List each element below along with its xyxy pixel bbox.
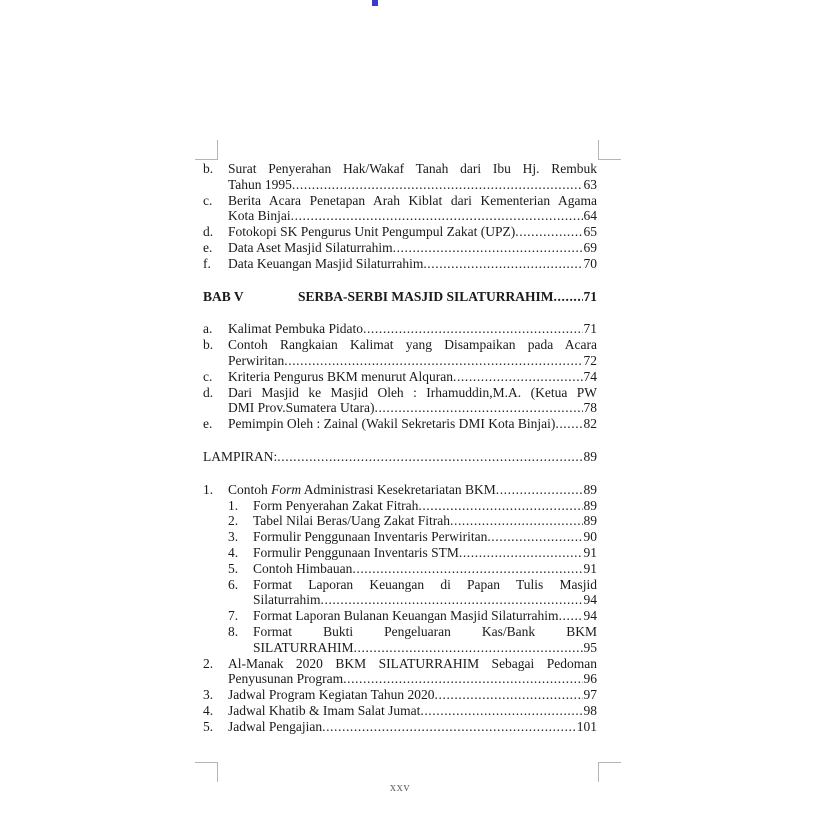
toc-entry-label: c. (203, 192, 213, 208)
toc-entry-text: Form Penyerahan Zakat Fitrah (253, 497, 419, 513)
dot-leader (393, 240, 583, 256)
blue-marker-dot (372, 0, 378, 6)
toc-entry-text: Dari Masjid ke Masjid Oleh : Irhamuddin,M.A. (Ketua PW (228, 384, 597, 400)
toc-entry (203, 321, 597, 337)
toc-entry (203, 703, 597, 719)
toc-entry-label: 8. (228, 623, 239, 639)
toc-entry (203, 369, 597, 385)
dot-leader (284, 353, 582, 369)
crop-mark-top-left (195, 140, 218, 160)
toc-entry-text: Contoh Rangkaian Kalimat yang Disampaikan pada Acara (228, 337, 597, 353)
toc-entry-page: 89 (583, 497, 597, 513)
toc-entry-text: Formulir Penggunaan Inventaris Perwiritan (253, 529, 488, 545)
toc-entry-text: Kalimat Pembuka Pidato (228, 321, 363, 337)
toc-entry-page: 101 (576, 718, 597, 734)
toc-entry (228, 577, 597, 609)
toc-entry-label: c. (203, 368, 213, 384)
dot-leader (363, 321, 583, 337)
dot-leader (487, 529, 582, 545)
toc-entry-label: 1. (203, 481, 214, 497)
toc-entry-text: Kriteria Pengurus BKM menurut Alquran (228, 368, 453, 384)
toc-list (203, 161, 597, 735)
toc-entry-page: 96 (583, 671, 597, 687)
dot-leader (453, 369, 583, 385)
toc-entry-page: 91 (583, 544, 597, 560)
toc-entry-page: 71 (583, 321, 597, 337)
toc-entry-page: 98 (583, 702, 597, 718)
toc-entry-text: Tabel Nilai Beras/Uang Zakat Fitrah (253, 513, 450, 529)
toc-entry-page: 89 (583, 513, 597, 529)
toc-entry-text: Fotokopi SK Pengurus Unit Pengumpul Zakat (UPZ) (228, 224, 516, 240)
toc-entry (203, 687, 597, 703)
toc-entry-page: 89 (583, 481, 597, 497)
dot-leader (559, 608, 583, 624)
toc-entry-label: e. (203, 416, 213, 432)
toc-entry-label: a. (203, 321, 213, 337)
toc-entry-text: Data Keuangan Masjid Silaturrahim (228, 255, 424, 271)
dot-leader (291, 208, 583, 224)
toc-entry (228, 545, 597, 561)
toc-entry (203, 385, 597, 417)
toc-entry-page: 94 (583, 608, 597, 624)
toc-entry-label: f. (203, 255, 211, 271)
toc-entry-page: 70 (583, 255, 597, 271)
dot-leader (555, 416, 582, 432)
toc-entry-text: Surat Penyerahan Hak/Wakaf Tanah dari Ibu Hj. Rembuk (228, 161, 597, 176)
toc-entry-page: 78 (583, 400, 597, 416)
dot-leader (322, 719, 576, 735)
toc-entry-page: 97 (583, 687, 597, 703)
toc-entry-text: Kota Binjai (228, 208, 291, 224)
toc-entry-text: Penyusunan Program (228, 671, 344, 687)
toc-entry-page: 74 (583, 368, 597, 384)
toc-entry (203, 482, 597, 498)
toc-entry (228, 608, 597, 624)
toc-entry-page: 65 (583, 224, 597, 240)
toc-entry-page: 69 (583, 239, 597, 255)
toc-entry-label: 1. (228, 497, 239, 513)
toc-entry-label: 6. (228, 576, 239, 592)
toc-entry-text: DMI Prov.Sumatera Utara) (228, 400, 375, 416)
dot-leader (515, 224, 582, 240)
toc-entry-label: 4. (203, 702, 214, 718)
toc-entry (203, 449, 597, 465)
dot-leader (450, 513, 583, 529)
crop-mark-bottom-left (195, 762, 218, 782)
toc-entry-text: Format Laporan Bulanan Keuangan Masjid Silaturrahim (253, 608, 559, 624)
toc-entry-text: Tahun 1995 (228, 176, 292, 192)
toc-entry-text: Formulir Penggunaan Inventaris STM (253, 544, 459, 560)
toc-entry-text: Perwiritan (228, 352, 285, 368)
toc-entry-label: 4. (228, 544, 239, 560)
toc-entry-page: 94 (583, 592, 597, 608)
dot-leader (292, 177, 583, 193)
footer-page-number: xxv (389, 780, 411, 794)
dot-leader (496, 482, 583, 498)
toc-entry (228, 498, 597, 514)
toc-entry-label: 7. (228, 608, 239, 624)
toc-entry-text: Contoh Himbauan (253, 560, 353, 576)
toc-entry-text: Pemimpin Oleh : Zainal (Wakil Sekretaris DMI Kota Binjai) (228, 416, 556, 432)
dot-leader (418, 498, 582, 514)
toc-entry-label: 3. (203, 687, 214, 703)
dot-leader (374, 400, 582, 416)
toc-entry (203, 719, 597, 735)
toc-entry-text: Al-Manak 2020 BKM SILATURRAHIM Sebagai Pedoman (228, 655, 597, 671)
toc-entry-label: e. (203, 239, 213, 255)
toc-entry (203, 337, 597, 369)
toc-entry (203, 240, 597, 256)
toc-entry-page: 89 (583, 448, 597, 464)
toc-entry-label: 3. (228, 529, 239, 545)
toc-entry-label: 2. (203, 655, 214, 671)
dot-leader (352, 561, 582, 577)
toc-entry (228, 624, 597, 656)
toc-entry-text: Jadwal Program Kegiatan Tahun 2020 (228, 687, 435, 703)
toc-entry-text: SILATURRAHIM (253, 639, 354, 655)
toc-entry-label: BAB V (203, 288, 244, 304)
toc-entry-label: d. (203, 224, 214, 240)
toc-entry-page: 82 (583, 416, 597, 432)
toc-entry (203, 161, 597, 193)
toc-entry-text: Jadwal Pengajian (228, 718, 323, 734)
toc-entry-label: 5. (228, 560, 239, 576)
toc-entry-label: b. (203, 161, 214, 176)
toc-entry-text: Silaturrahim (253, 592, 321, 608)
dot-leader (420, 703, 582, 719)
toc-entry-page: 72 (583, 352, 597, 368)
toc-entry-text: Jadwal Khatib & Imam Salat Jumat (228, 702, 421, 718)
toc-entry-page: 63 (583, 176, 597, 192)
dot-leader (459, 545, 583, 561)
toc-entry (203, 416, 597, 432)
toc-entry (203, 289, 597, 305)
dot-leader (277, 449, 582, 465)
toc-entry (228, 561, 597, 577)
toc-entry (203, 224, 597, 240)
toc-entry (203, 193, 597, 225)
dot-leader (343, 671, 582, 687)
toc-entry-page: 90 (583, 529, 597, 545)
toc-entry-label: b. (203, 337, 214, 353)
toc-entry (228, 529, 597, 545)
dot-leader (435, 687, 583, 703)
toc-entry-label: 5. (203, 718, 214, 734)
toc-entry-label: 2. (228, 513, 239, 529)
toc-entry-text: Berita Acara Penetapan Arah Kiblat dari Kementerian Agama (228, 192, 597, 208)
crop-mark-top-right (598, 140, 621, 160)
toc-entry-page: 64 (583, 208, 597, 224)
dot-leader (423, 256, 582, 272)
toc-entry-page: 91 (583, 560, 597, 576)
toc-entry-text: Contoh Form Administrasi Kesekretariatan BKM (228, 481, 496, 497)
toc-entry-text: LAMPIRAN: (203, 448, 278, 464)
dot-leader (554, 289, 583, 305)
toc-entry-page: 95 (583, 639, 597, 655)
crop-mark-bottom-right (598, 762, 621, 782)
dot-leader (354, 640, 583, 656)
toc-entry-text: Format Bukti Pengeluaran Kas/Bank BKM (253, 623, 597, 639)
toc-entry-text: Format Laporan Keuangan di Papan Tulis Masjid (253, 576, 597, 592)
toc-entry-page: 71 (583, 288, 597, 304)
toc-entry-text: SERBA-SERBI MASJID SILATURRAHIM (298, 288, 554, 304)
toc-entry (228, 513, 597, 529)
toc-entry (203, 656, 597, 688)
toc-entry (203, 256, 597, 272)
toc-entry-label: d. (203, 384, 214, 400)
dot-leader (321, 592, 583, 608)
toc-entry-text: Data Aset Masjid Silaturrahim (228, 239, 393, 255)
